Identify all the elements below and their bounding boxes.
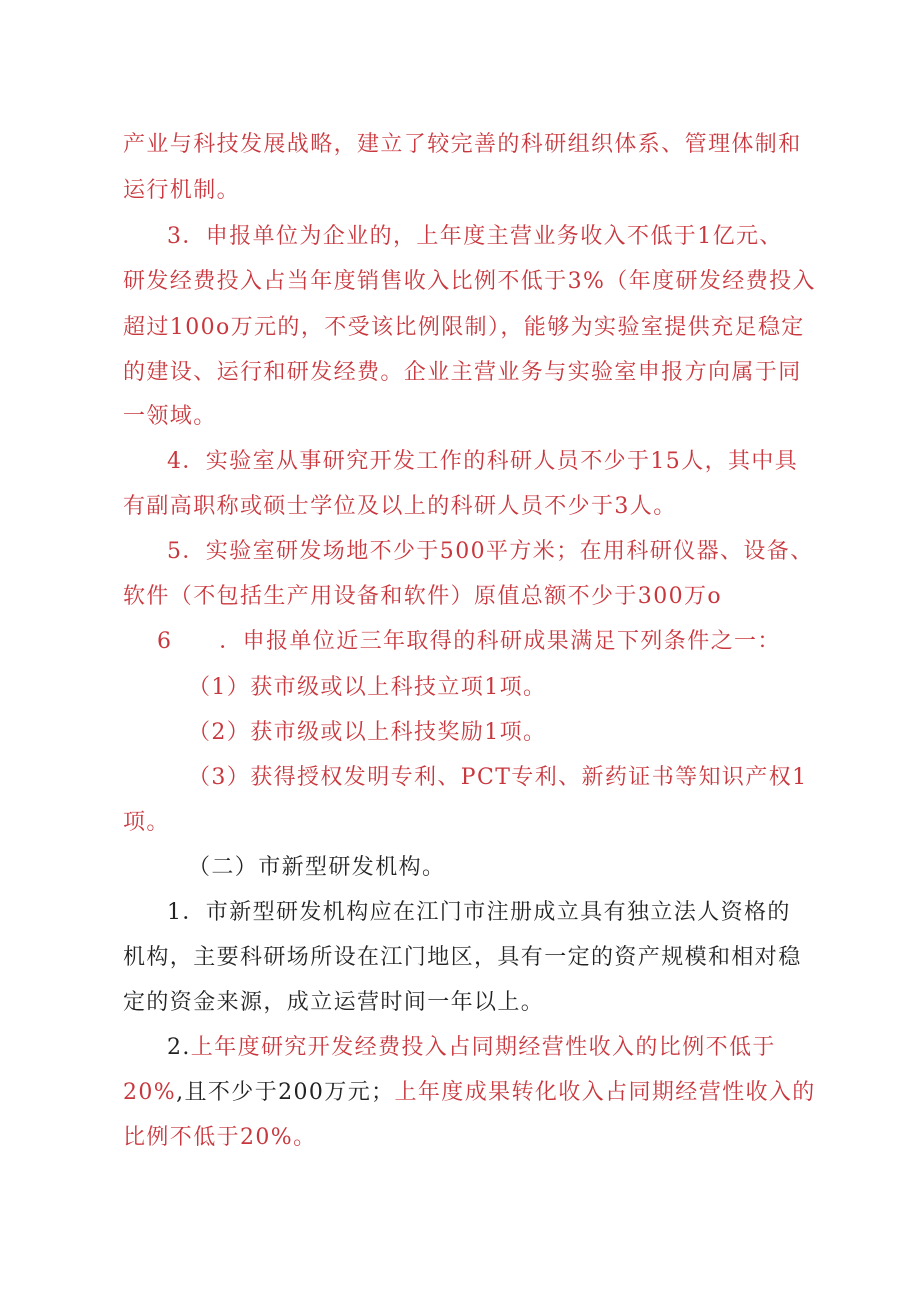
text-segment: ,且不少于200万元；	[176, 1080, 395, 1105]
text-line-13: （1）获市级或以上科技立项1项。	[188, 675, 547, 700]
text-line-15: （3）获得授权发明专利、PCT专利、新药证书等知识产权1	[188, 765, 808, 790]
text-line-6: 的建设、运行和研发经费。企业主营业务与实验室申报方向属于同	[123, 360, 802, 385]
text-line-14: （2）获市级或以上科技奖励1项。	[188, 720, 547, 745]
section-heading: （二）市新型研发机构。	[188, 855, 446, 880]
text-line-5: 超过100o万元的，不受该比例限制），能够为实验室提供充足稳定	[123, 315, 805, 340]
text-line-2: 运行机制。	[123, 178, 241, 203]
text-segment: 上年度研究开发经费投入占同期经营性收入的比例不低于	[190, 1035, 776, 1060]
text-line-9: 有副高职称或硕士学位及以上的科研人员不少于3人。	[123, 494, 677, 519]
text-line-11: 软件（不包括生产用设备和软件）原值总额不少于300万o	[123, 584, 723, 609]
text-segment: 20%	[123, 1080, 177, 1105]
text-line-4: 研发经费投入占当年度销售收入比例不低于3%（年度研发经费投入	[123, 269, 816, 294]
text-line-21	[167, 1033, 776, 1063]
text-line-20: 定的资金来源，成立运营时间一年以上。	[123, 990, 545, 1015]
text-line-1: 产业与科技发展战略，建立了较完善的科研组织体系、管理体制和	[123, 132, 802, 157]
text-line-3: 3．申报单位为企业的，上年度主营业务收入不低于1亿元、	[167, 224, 783, 249]
text-line-12: 6 ．申报单位近三年取得的科研成果满足下列条件之一：	[157, 629, 781, 654]
text-line-7: 一领域。	[123, 404, 217, 429]
text-line-10: 5．实验室研发场地不少于500平方米；在用科研仪器、设备、	[167, 539, 814, 564]
text-line-23: 比例不低于20%。	[123, 1125, 317, 1150]
text-line-18: 1．市新型研发机构应在江门市注册成立具有独立法人资格的	[167, 900, 791, 925]
text-line-16: 项。	[123, 810, 170, 835]
item-number: 2.	[167, 1035, 191, 1060]
text-segment: 上年度成果转化收入占同期经营性收入的	[394, 1080, 816, 1105]
text-line-8: 4．实验室从事研究开发工作的科研人员不少于15人，其中具	[167, 449, 799, 474]
text-line-19: 机构，主要科研场所设在江门地区，具有一定的资产规模和相对稳	[123, 945, 802, 970]
text-line-22	[123, 1078, 816, 1108]
